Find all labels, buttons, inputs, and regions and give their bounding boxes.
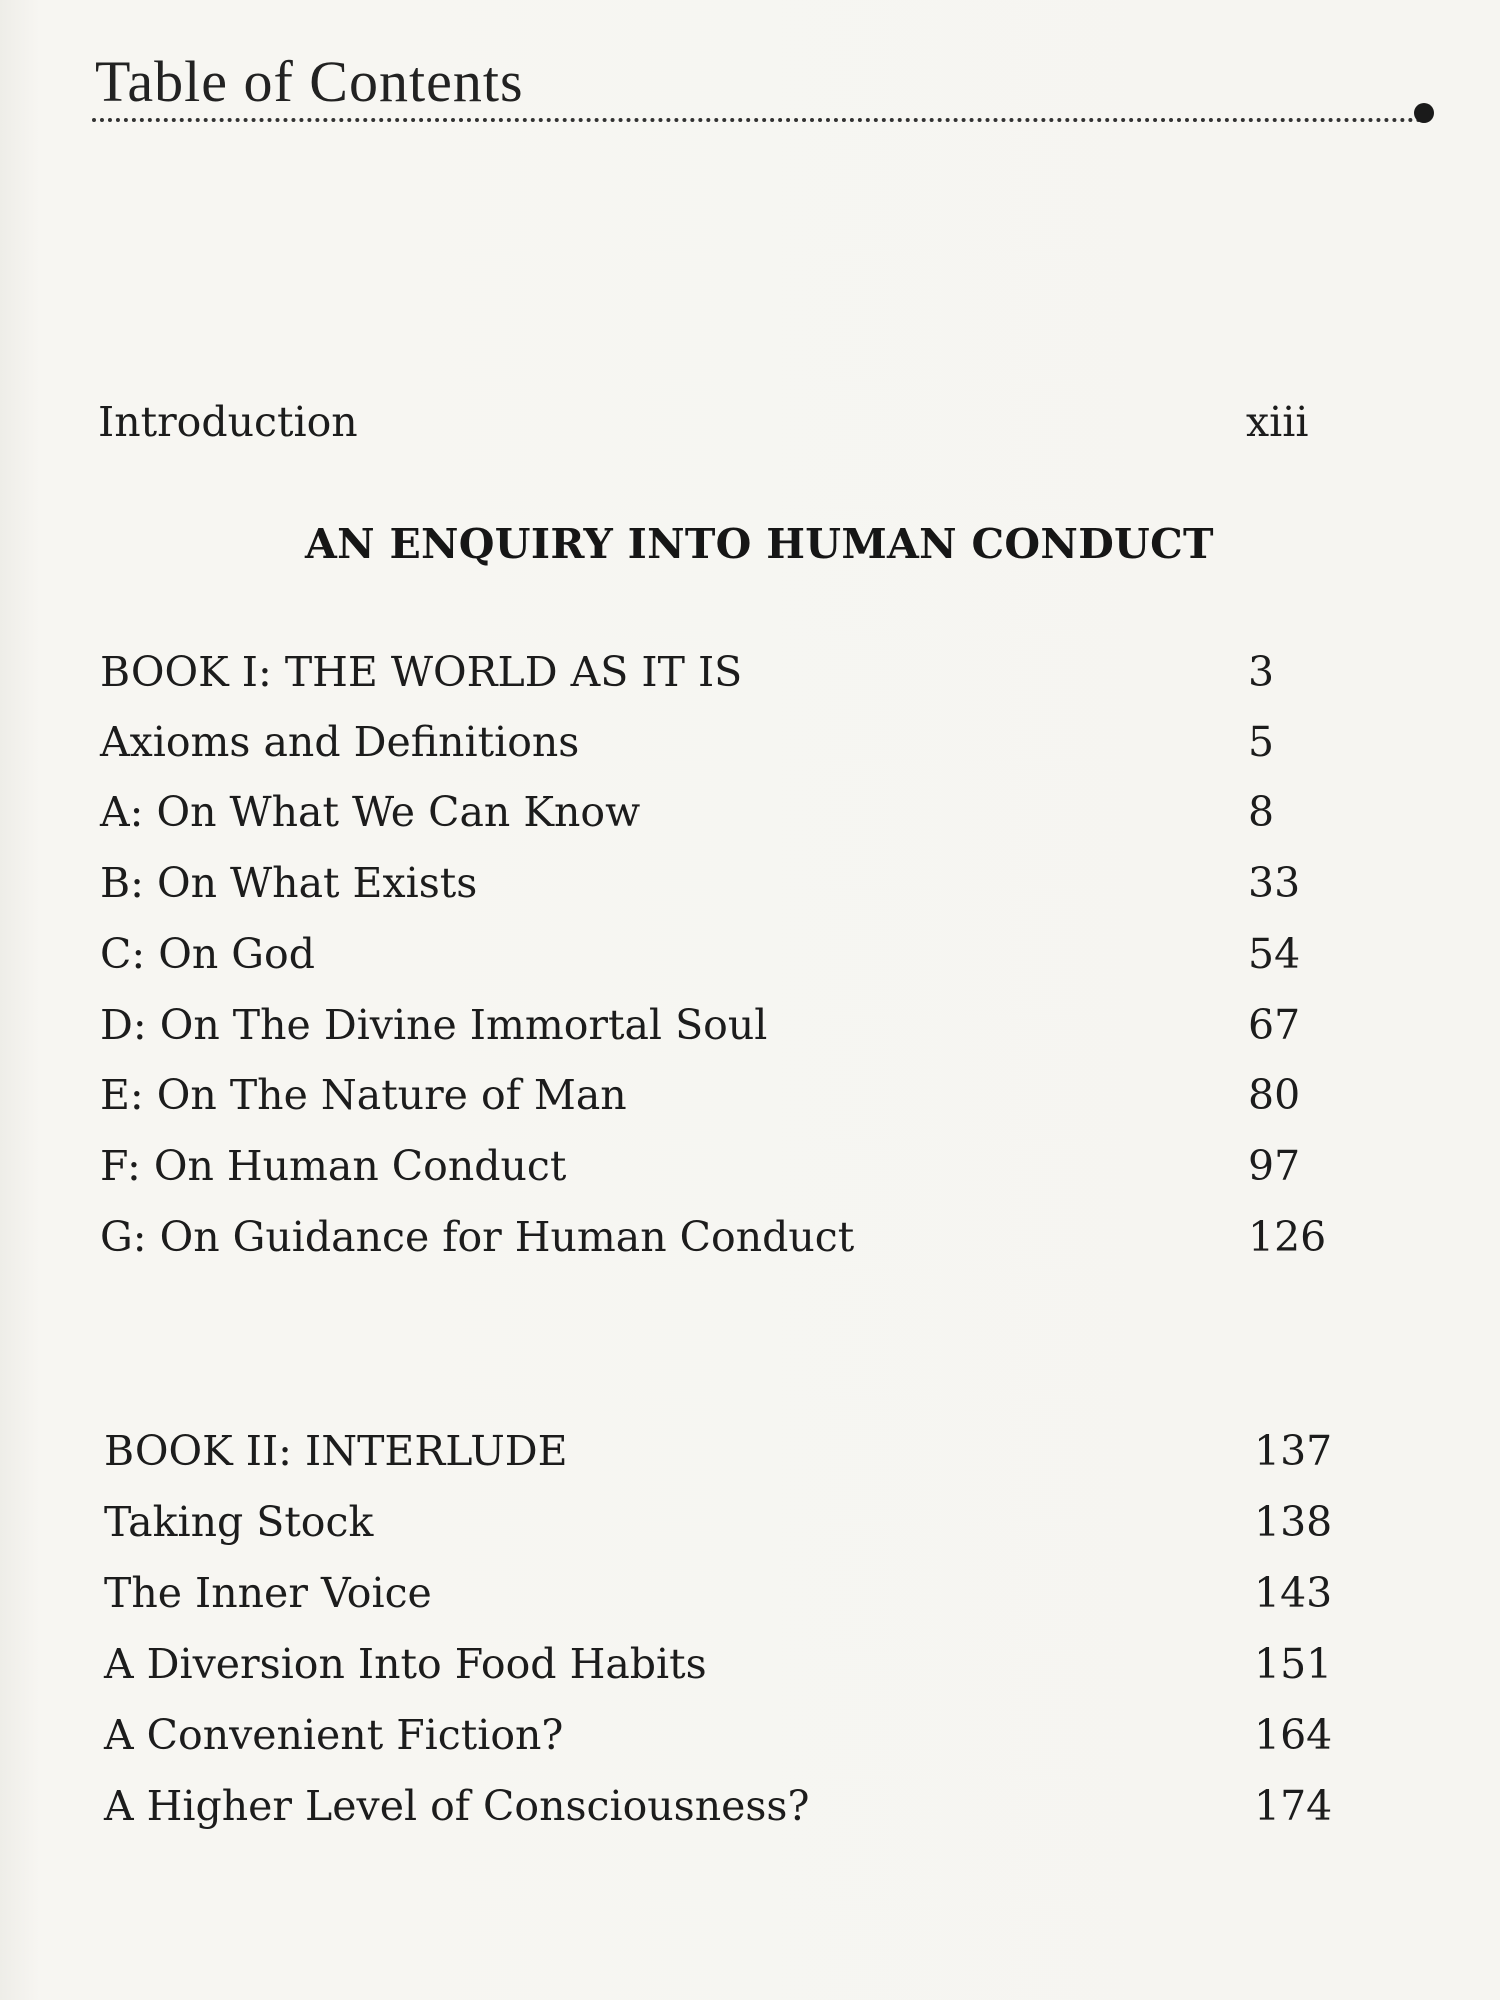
toc-entry-label: Axioms and Definitions — [100, 718, 580, 766]
toc-entry-page: 174 — [1254, 1782, 1333, 1830]
toc-entry-page: 137 — [1254, 1427, 1333, 1475]
toc-entry-page: 33 — [1248, 859, 1301, 907]
toc-entry-label: C: On God — [100, 930, 315, 978]
toc-entry-label: A Diversion Into Food Habits — [104, 1640, 707, 1688]
toc-entry-label: E: On The Nature of Man — [100, 1071, 627, 1119]
toc-entry-chapter-e[interactable] — [100, 1071, 1340, 1131]
toc-entry-label: BOOK II: INTERLUDE — [104, 1427, 568, 1475]
toc-entry-chapter-d[interactable] — [100, 1001, 1340, 1061]
toc-entry-chapter-c[interactable] — [100, 930, 1340, 990]
toc-entry-page: 97 — [1248, 1142, 1301, 1190]
toc-entry-label: Introduction — [98, 398, 358, 446]
toc-entry-label: A Convenient Fiction? — [104, 1711, 564, 1759]
toc-entry-inner-voice[interactable] — [104, 1569, 1344, 1629]
toc-entry-label: Taking Stock — [104, 1498, 374, 1546]
toc-entry-page: 143 — [1254, 1569, 1333, 1617]
toc-entry-label: BOOK I: THE WORLD AS IT IS — [100, 648, 743, 696]
toc-entry-label: A Higher Level of Consciousness? — [104, 1782, 810, 1830]
rule-end-dot-icon — [1414, 103, 1434, 123]
toc-entry-page: 67 — [1248, 1001, 1301, 1049]
toc-entry-page: 3 — [1248, 648, 1275, 696]
toc-entry-introduction[interactable] — [98, 398, 1338, 458]
toc-entry-label: The Inner Voice — [104, 1569, 432, 1617]
toc-entry-label: B: On What Exists — [100, 859, 478, 907]
toc-entry-axioms[interactable] — [100, 718, 1340, 778]
toc-entry-chapter-f[interactable] — [100, 1142, 1340, 1202]
toc-entry-label: G: On Guidance for Human Conduct — [100, 1213, 855, 1261]
toc-entry-chapter-b[interactable] — [100, 859, 1340, 919]
toc-entry-chapter-a[interactable] — [100, 788, 1340, 848]
toc-entry-page: 151 — [1254, 1640, 1333, 1688]
toc-entry-book-1[interactable] — [100, 648, 1340, 708]
toc-entry-book-2[interactable] — [104, 1427, 1344, 1487]
toc-entry-page: 138 — [1254, 1498, 1333, 1546]
toc-entry-page: 126 — [1248, 1213, 1327, 1261]
page-header-title: Table of Contents — [95, 49, 524, 114]
toc-entry-page: 5 — [1248, 718, 1275, 766]
toc-entry-convenient-fiction[interactable] — [104, 1711, 1344, 1771]
toc-entry-page: 80 — [1248, 1071, 1301, 1119]
toc-entry-page: 54 — [1248, 930, 1301, 978]
toc-entry-label: A: On What We Can Know — [100, 788, 641, 836]
toc-entry-higher-consciousness[interactable] — [104, 1782, 1344, 1842]
section-heading: AN ENQUIRY INTO HUMAN CONDUCT — [305, 520, 1214, 568]
toc-entry-page: xiii — [1246, 398, 1309, 446]
toc-entry-food-habits[interactable] — [104, 1640, 1344, 1700]
toc-entry-label: F: On Human Conduct — [100, 1142, 567, 1190]
toc-entry-page: 164 — [1254, 1711, 1333, 1759]
header-dotted-rule — [92, 118, 1422, 122]
toc-entry-label: D: On The Divine Immortal Soul — [100, 1001, 768, 1049]
toc-entry-chapter-g[interactable] — [100, 1213, 1340, 1273]
toc-entry-page: 8 — [1248, 788, 1275, 836]
toc-entry-taking-stock[interactable] — [104, 1498, 1344, 1558]
